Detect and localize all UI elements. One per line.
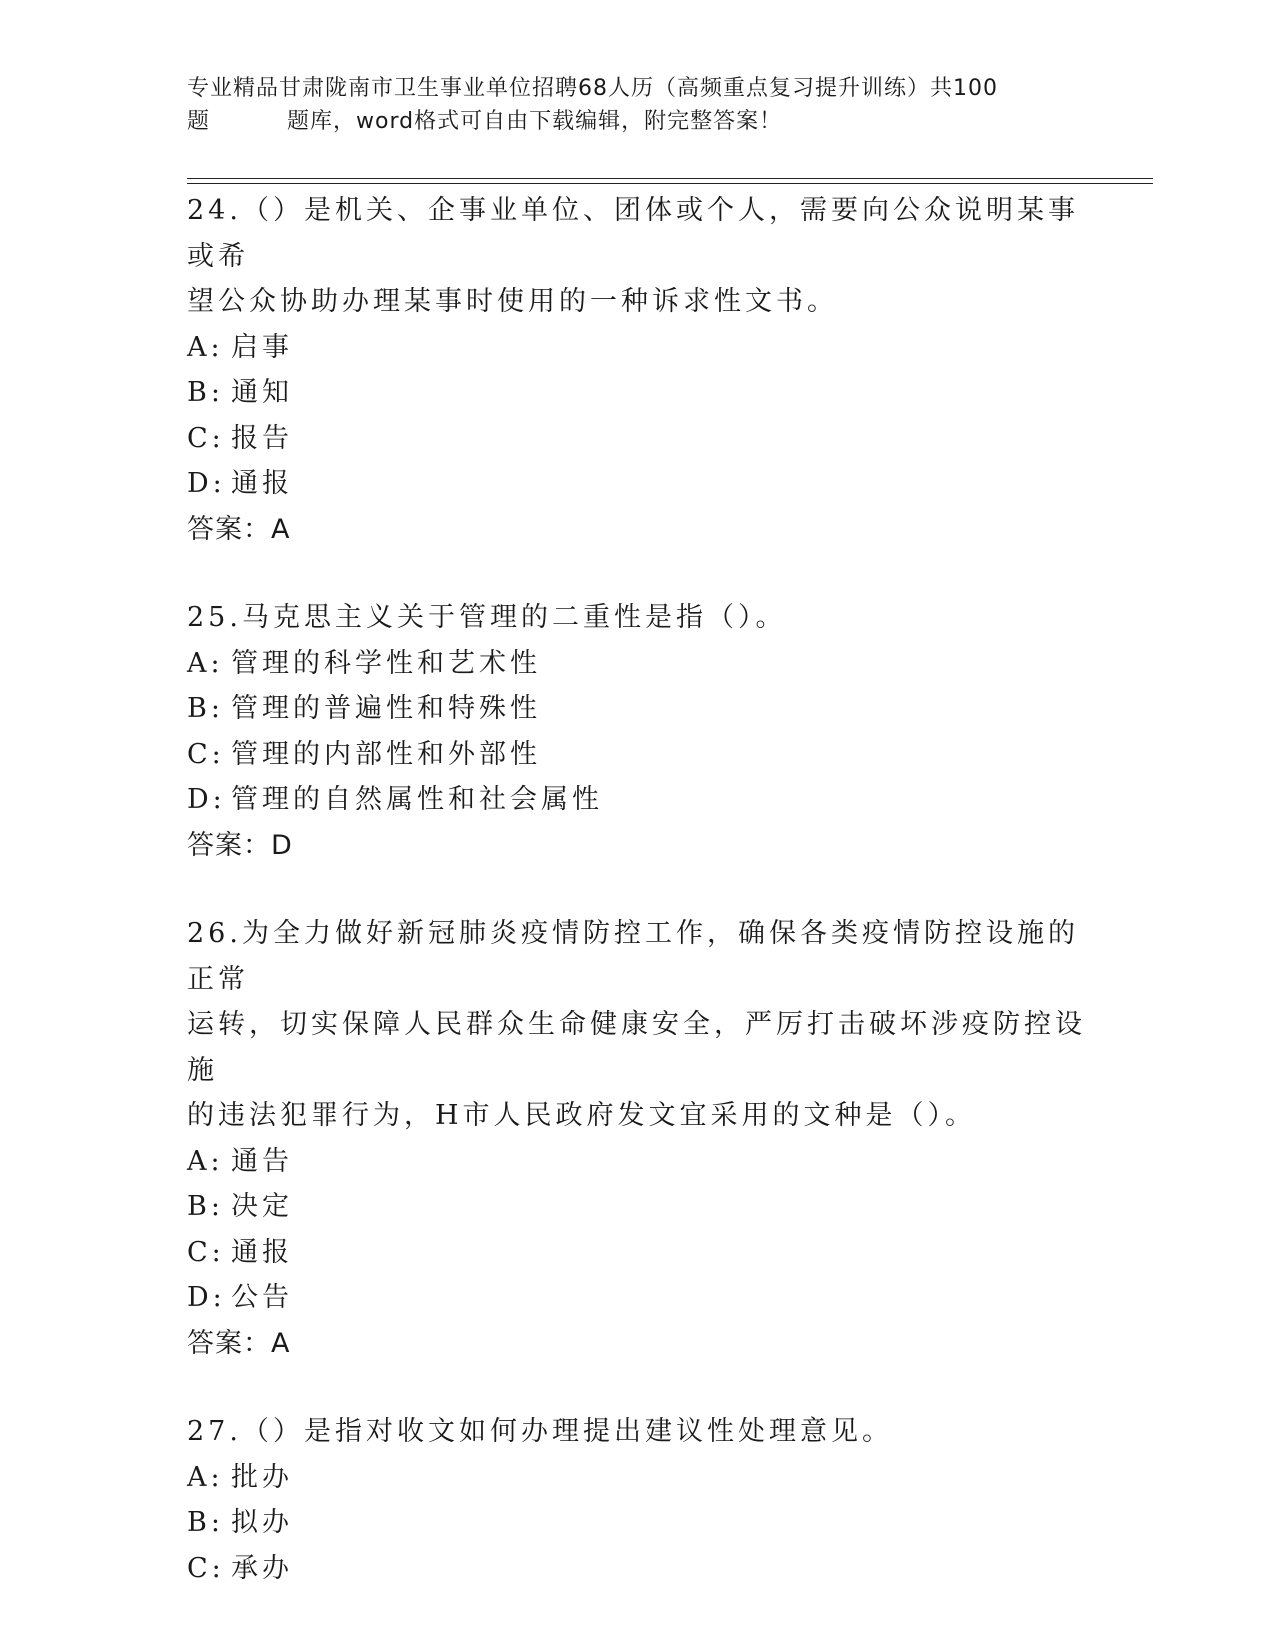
header-divider-bottom: [187, 183, 1153, 184]
option-letter: C:: [187, 1236, 225, 1268]
option-c: [187, 1546, 1087, 1592]
option-a: [187, 1139, 1087, 1185]
header-title-line-1: 专业精品甘肃陇南市卫生事业单位招聘68人历（高频重点复习提升训练）共100: [187, 76, 998, 101]
option-text: 管理的科学性和艺术性: [231, 647, 541, 679]
question-stem: [187, 911, 1087, 1139]
question-spacer: [187, 552, 1087, 595]
option-letter: C:: [187, 738, 225, 770]
answer-line: 答案：D: [187, 829, 293, 861]
option-letter: D:: [187, 468, 226, 499]
option-d: [187, 1275, 1087, 1321]
option-letter: A:: [187, 1145, 224, 1177]
question-26: [187, 911, 1087, 1366]
option-c: [187, 732, 1087, 778]
question-27: [187, 1409, 1087, 1591]
option-c: [187, 1230, 1087, 1276]
option-text: 管理的普遍性和特殊性: [231, 693, 541, 724]
option-text: 管理的内部性和外部性: [231, 738, 541, 770]
question-list: [187, 188, 1087, 1591]
option-text: 批办: [231, 1461, 293, 1493]
header-title-line-2: [187, 105, 1087, 138]
document-header: [187, 72, 1087, 138]
option-a: [187, 641, 1087, 687]
option-a: [187, 1455, 1087, 1501]
option-text: 报告: [231, 422, 293, 454]
option-text: 启事: [231, 331, 293, 363]
option-b: [187, 686, 1087, 732]
question-spacer: [187, 868, 1087, 911]
question-stem-line: 26.为全力做好新冠肺炎疫情防控工作，确保各类疫情防控设施的正常: [187, 918, 1079, 995]
question-stem: [187, 595, 1087, 641]
option-letter: D:: [187, 1282, 226, 1313]
answer-line: 答案：A: [187, 1327, 291, 1359]
question-stem-line: 运转，切实保障人民群众生命健康安全，严厉打击破坏涉疫防控设施: [187, 1009, 1086, 1086]
header-divider-top: [187, 178, 1153, 179]
question-25: [187, 595, 1087, 868]
option-text: 通报: [231, 468, 293, 499]
question-stem-line: 25.马克思主义关于管理的二重性是指（）。: [187, 602, 787, 633]
question-spacer: [187, 1366, 1087, 1409]
option-letter: B:: [187, 1507, 224, 1538]
question-stem: [187, 1409, 1087, 1455]
option-d: [187, 777, 1087, 823]
option-letter: A:: [187, 647, 224, 679]
option-letter: C:: [187, 422, 225, 454]
option-b: [187, 1184, 1087, 1230]
question-stem: [187, 188, 1087, 325]
option-d: [187, 461, 1087, 507]
option-text: 公告: [231, 1282, 293, 1313]
option-text: 管理的自然属性和社会属性: [231, 784, 603, 815]
option-letter: B:: [187, 1191, 224, 1222]
option-letter: A:: [187, 331, 224, 363]
option-letter: C:: [187, 1552, 225, 1584]
question-24: [187, 188, 1087, 552]
option-text: 通报: [231, 1236, 293, 1268]
option-letter: D:: [187, 784, 226, 815]
option-letter: A:: [187, 1461, 224, 1493]
option-text: 拟办: [231, 1507, 293, 1538]
header-title-line-2-rest: 题库，word格式可自由下载编辑，附完整答案！: [287, 109, 783, 134]
option-text: 决定: [231, 1191, 293, 1222]
question-stem-line: 24.（）是机关、企事业单位、团体或个人，需要向公众说明某事或希: [187, 195, 1079, 272]
header-title-line-2-lead: 题: [187, 109, 211, 134]
option-letter: B:: [187, 693, 224, 724]
question-stem-line: 望公众协助办理某事时使用的一种诉求性文书。: [187, 286, 838, 317]
option-b: [187, 1500, 1087, 1546]
answer-line: 答案：A: [187, 513, 291, 545]
option-text: 承办: [231, 1552, 293, 1584]
option-b: [187, 370, 1087, 416]
question-stem-line: 27.（）是指对收文如何办理提出建议性处理意见。: [187, 1416, 893, 1447]
option-text: 通知: [231, 377, 293, 408]
question-stem-line: 的违法犯罪行为，H市人民政府发文宜采用的文种是（）。: [187, 1100, 977, 1131]
option-letter: B:: [187, 377, 224, 408]
option-c: [187, 416, 1087, 462]
option-a: [187, 325, 1087, 371]
option-text: 通告: [231, 1145, 293, 1177]
